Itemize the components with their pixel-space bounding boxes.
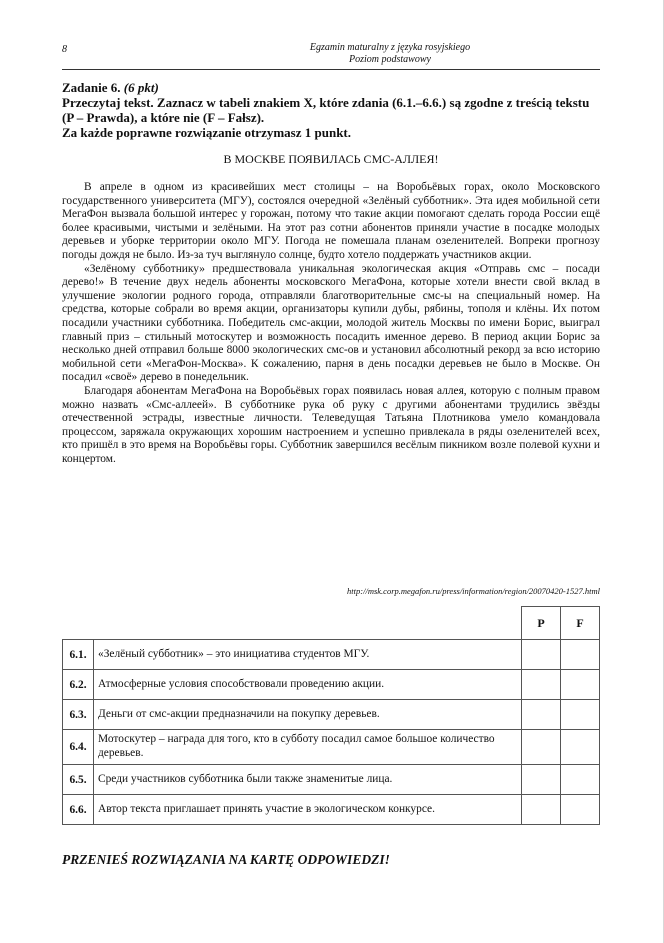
answer-box-p[interactable] [522,730,561,765]
statement-number: 6.3. [63,700,94,730]
statement-text: «Зелёный субботник» – это инициатива студентов МГУ. [94,640,522,670]
answer-box-f[interactable] [561,795,600,825]
task-title-line [62,80,602,95]
answer-box-f[interactable] [561,670,600,700]
task-instruction: Przeczytaj tekst. Zaznacz w tabeli znakiem X, które zdania (6.1.–6.6.) są zgodne z treścią tekstu (P – Prawda), a które nie (F – Fałsz). [62,95,590,125]
table-header-row [63,607,600,640]
statement-text: Атмосферные условия способствовали проведению акции. [94,670,522,700]
answer-box-f[interactable] [561,730,600,765]
header-rule [62,69,600,70]
table-row [63,700,600,730]
task-title: Zadanie 6. [62,80,121,95]
page-number: 8 [62,44,67,55]
column-header-f: F [561,607,600,640]
task-scoring: Za każde poprawne rozwiązanie otrzymasz 1 punkt. [62,125,352,140]
article-paragraph-3: Благодаря абонентам МегаФона на Воробьёвых горах появилась новая аллея, которую с полным правом можно назвать «Смс-аллеей». В субботнике рука об руку с другими абонентами трудились звёзды отечественной эстрады, известные личности. Телеведущая Татьяна Плотникова умело командовала процессом, заряжала окружающих хорошим настроением и успешно привлекала в ряды озеленителей всех, кто пришёл в это время на Воробьёвы горы. Субботник завершился весёлым пикником возле полевой кухни и концертом. [62,384,600,465]
answer-box-f[interactable] [561,700,600,730]
table-row [63,640,600,670]
page-header [180,42,600,66]
statement-number: 6.2. [63,670,94,700]
statement-number: 6.4. [63,730,94,765]
article-paragraph-1: В апреле в одном из красивейших мест столицы – на Воробьёвых горах, около Московского государственного университета (МГУ), состоялся очередной «Зелёный субботник». Эта идея мобильной сети МегаФон вызвала большой интерес у горожан, потому что такие акции помогают сделать города России ещё более красивыми, чистыми и зелёными. На этот раз сотни абонентов приняли участие в посадке молодых деревьев и уборке территории около МГУ. Погода не помешала планам озеленителей. Вопреки прогнозу погоды дождя не было. Из-за туч выглянуло солнце, будто хотело поддержать участников акции. [62,181,600,261]
table-row [63,795,600,825]
transfer-answers-note: PRZENIEŚ ROZWIĄZANIA NA KARTĘ ODPOWIEDZI! [62,852,390,867]
statement-text: Среди участников субботника были также знаменитые лица. [94,765,522,795]
answer-box-p[interactable] [522,700,561,730]
header-exam-name: Egzamin maturalny z języka rosyjskiego [309,42,471,53]
statement-number: 6.6. [63,795,94,825]
header-level: Poziom podstawowy [349,54,431,65]
task-points: (6 pkt) [123,80,159,95]
true-false-table [62,606,600,825]
statement-text: Мотоскутер – награда для того, кто в субботу посадил самое большое количество деревьев. [94,730,522,765]
table-row [63,765,600,795]
answer-box-p[interactable] [522,795,561,825]
task-block [62,80,602,140]
article-title: В МОСКВЕ ПОЯВИЛАСЬ СМС-АЛЛЕЯ! [223,152,439,166]
answer-box-p[interactable] [522,640,561,670]
statement-text: Деньги от смс-акции предназначили на покупку деревьев. [94,700,522,730]
answer-box-f[interactable] [561,640,600,670]
answer-box-f[interactable] [561,765,600,795]
table-row [63,670,600,700]
article-body [62,181,600,466]
answer-box-p[interactable] [522,765,561,795]
column-header-p: P [522,607,561,640]
answer-box-p[interactable] [522,670,561,700]
table-header-blank [63,607,522,640]
table-row [63,730,600,765]
article-paragraph-2: «Зелёному субботнику» предшествовала уникальная экологическая акция «Отправь смс – посади дерево!» В течение двух недель абоненты московского МегаФона, которые хотели внести свой вклад в улучшение экологии родного города, отправляли благотворительные смс-ы на специальный номер. На средства, которые собрали во время акции, организаторы купили дубы, рябины, тополя и клёны. Их потом посадили участники субботника. Победитель смс-акции, молодой житель Москвы по имени Борис, выиграл главный приз – стильный мотоскутер и возможность посадить именное дерево. В период акции Борис за несколько дней отправил больше 8000 экологических смс-ов и установил абсолютный рекорд за всю историю мобильной сети «МегаФон-Москва». К сожалению, парня в день посадки деревьев не было в Москве. Он посадил «своё» дерево в понедельник. [62,262,600,384]
source-url: http://msk.corp.megafon.ru/press/information/region/20070420-1527.html [347,586,600,596]
statement-text: Автор текста приглашает принять участие в экологическом конкурсе. [94,795,522,825]
statement-number: 6.1. [63,640,94,670]
statement-number: 6.5. [63,765,94,795]
